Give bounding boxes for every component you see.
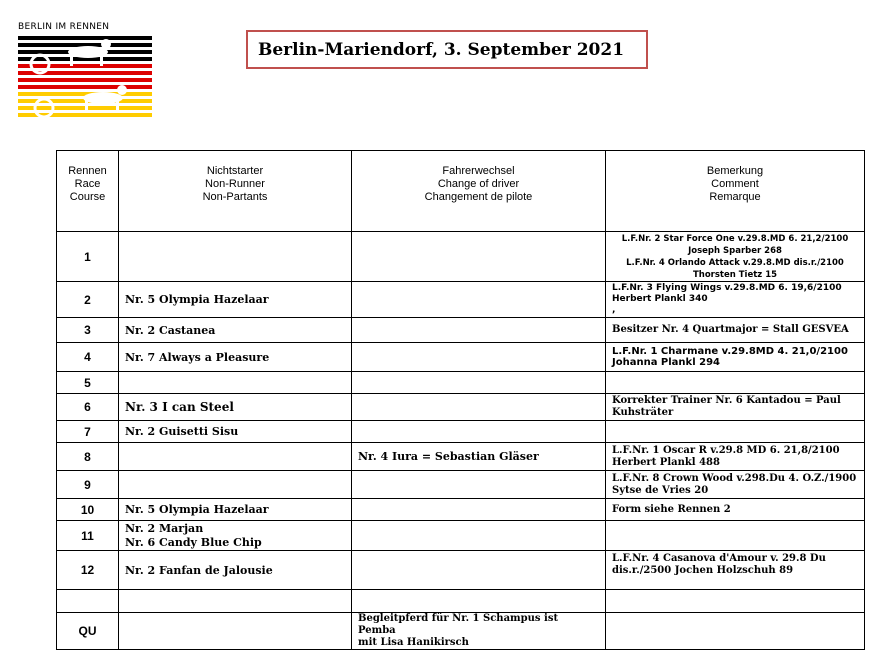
remark-cell: Korrekter Trainer Nr. 6 Kantadou = Paul Kuhsträter [606, 394, 865, 421]
remark-cell [606, 521, 865, 551]
race-number [57, 590, 119, 613]
driver-cell [352, 499, 606, 521]
race-number: 12 [57, 551, 119, 590]
header-driver: Fahrerwechsel Change of driver Changement de pilote [352, 151, 606, 232]
nonrunner-cell: Nr. 2 Castanea [119, 318, 352, 343]
driver-cell [352, 421, 606, 443]
table-row [57, 318, 865, 343]
remark-cell: L.F.Nr. 3 Flying Wings v.29.8.MD 6. 19,6/2100 Herbert Plankl 340 , [606, 282, 865, 318]
nonrunner-cell: Nr. 7 Always a Pleasure [119, 343, 352, 372]
race-number: 3 [57, 318, 119, 343]
remark-cell: L.F.Nr. 4 Casanova d'Amour v. 29.8 Du dis.r./2500 Jochen Holzschuh 89 [606, 551, 865, 590]
remark-cell: Form siehe Rennen 2 [606, 499, 865, 521]
nonrunner-cell: Nr. 2 Guisetti Sisu [119, 421, 352, 443]
race-number: 7 [57, 421, 119, 443]
remark-cell [606, 613, 865, 650]
nonrunner-cell [119, 372, 352, 394]
logo-text: BERLIN IM RENNEN [18, 22, 110, 32]
nonrunner-cell: Nr. 3 I can Steel [119, 394, 352, 421]
nonrunner-cell [119, 443, 352, 471]
header-race: Rennen Race Course [57, 151, 119, 232]
driver-cell [352, 318, 606, 343]
remark-cell [606, 421, 865, 443]
driver-cell [352, 471, 606, 499]
race-number: 8 [57, 443, 119, 471]
nonrunner-cell [119, 232, 352, 282]
table-row [57, 282, 865, 318]
table-row [57, 499, 865, 521]
race-number: 5 [57, 372, 119, 394]
driver-cell [352, 551, 606, 590]
table-row [57, 521, 865, 551]
race-number: 2 [57, 282, 119, 318]
driver-cell: Nr. 4 Iura = Sebastian Gläser [352, 443, 606, 471]
table-row [57, 372, 865, 394]
race-number: 9 [57, 471, 119, 499]
table-row [57, 443, 865, 471]
driver-cell [352, 521, 606, 551]
table-row [57, 590, 865, 613]
table-row [57, 613, 865, 650]
table-row [57, 232, 865, 282]
nonrunner-cell: Nr. 5 Olympia Hazelaar [119, 282, 352, 318]
table-row [57, 343, 865, 372]
table-row [57, 394, 865, 421]
driver-cell [352, 394, 606, 421]
remark-cell: L.F.Nr. 1 Oscar R v.29.8 MD 6. 21,8/2100 Herbert Plankl 488 [606, 443, 865, 471]
table-row [57, 471, 865, 499]
driver-cell: Begleitpferd für Nr. 1 Schampus ist Pemba mit Lisa Hanikirsch [352, 613, 606, 650]
race-number: 11 [57, 521, 119, 551]
race-number: QU [57, 613, 119, 650]
remark-cell: L.F.Nr. 2 Star Force One v.29.8.MD 6. 21,2/2100 Joseph Sparber 268 L.F.Nr. 4 Orlando Attack v.29.8.MD dis.r./2100 Thorsten Tietz 15 [606, 232, 865, 282]
title-box [246, 30, 648, 69]
race-number: 6 [57, 394, 119, 421]
remark-cell: L.F.Nr. 8 Crown Wood v.298.Du 4. O.Z./1900 Sytse de Vries 20 [606, 471, 865, 499]
nonrunner-cell [119, 471, 352, 499]
nonrunner-cell [119, 590, 352, 613]
remark-cell [606, 590, 865, 613]
nonrunner-cell: Nr. 2 Fanfan de Jalousie [119, 551, 352, 590]
header-row [57, 151, 865, 232]
remark-cell: Besitzer Nr. 4 Quartmajor = Stall GESVEA [606, 318, 865, 343]
flag-horse-icon [18, 22, 152, 122]
driver-cell [352, 232, 606, 282]
driver-cell [352, 343, 606, 372]
driver-cell [352, 372, 606, 394]
driver-cell [352, 590, 606, 613]
driver-cell [352, 282, 606, 318]
remark-cell [606, 372, 865, 394]
berlin-im-rennen-logo [18, 22, 152, 122]
nonrunner-cell: Nr. 5 Olympia Hazelaar [119, 499, 352, 521]
nonrunner-cell [119, 613, 352, 650]
nonrunner-cell: Nr. 2 Marjan Nr. 6 Candy Blue Chip [119, 521, 352, 551]
race-number: 10 [57, 499, 119, 521]
table-row [57, 551, 865, 590]
remark-cell: L.F.Nr. 1 Charmane v.29.8MD 4. 21,0/2100 Johanna Plankl 294 [606, 343, 865, 372]
header-nonrunner: Nichtstarter Non-Runner Non-Partants [119, 151, 352, 232]
page-title: Berlin-Mariendorf, 3. September 2021 [258, 39, 625, 60]
race-table [56, 150, 865, 650]
header-remark: Bemerkung Comment Remarque [606, 151, 865, 232]
race-number: 1 [57, 232, 119, 282]
race-number: 4 [57, 343, 119, 372]
table-row [57, 421, 865, 443]
